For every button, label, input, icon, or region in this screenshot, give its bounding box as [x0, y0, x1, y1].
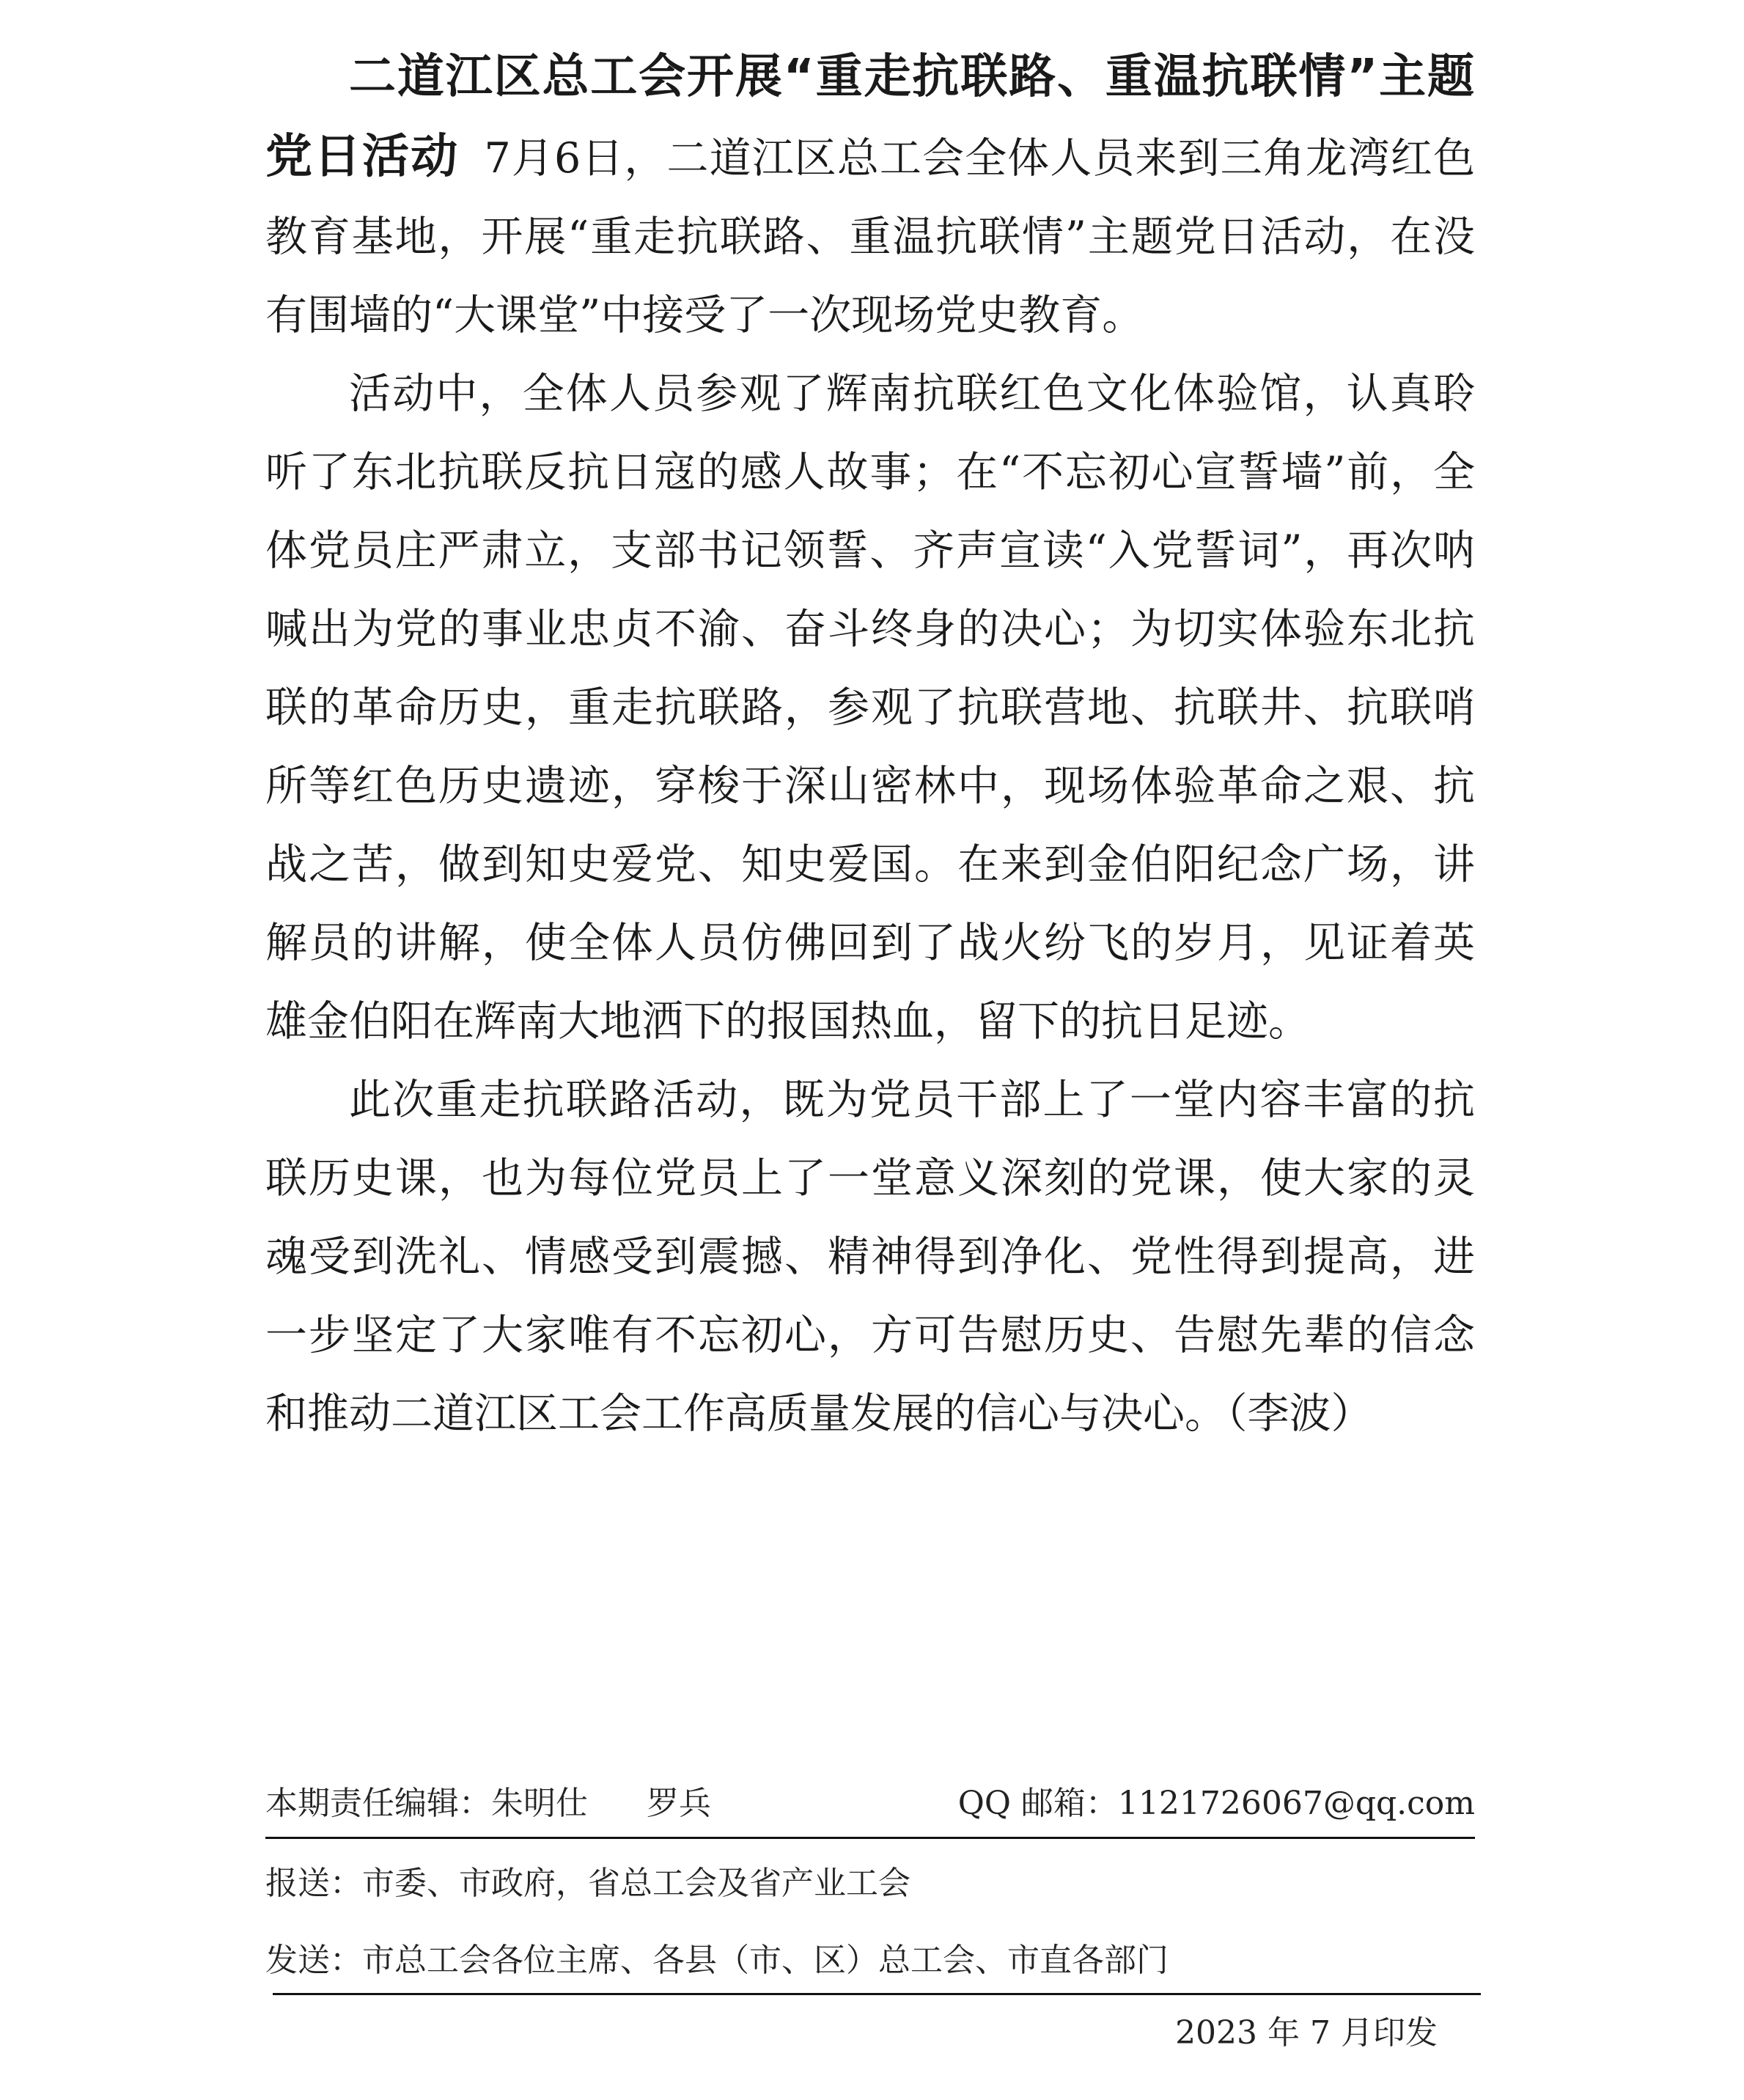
editors-group	[265, 1777, 711, 1824]
article-headline: 二道江区总工会开展“重走抗联路、重温抗联情”主题党日活动	[265, 50, 1475, 184]
editors-label: 本期责任编辑：朱明仕	[265, 1785, 588, 1822]
email-contact: QQ 邮箱：1121726067@qq.com	[957, 1785, 1475, 1822]
footer-divider	[265, 1837, 1475, 1839]
article-body	[265, 38, 1475, 1453]
editors-row	[265, 1778, 1475, 1822]
article-first-paragraph	[265, 38, 1475, 355]
article-lead-text: 7月6日，二道江区总工会全体人员来到三角龙湾红色教育基地，开展“重走抗联路、重温抗联情”主题党日活动，在没有围墙的“大课堂”中接受了一次现场党史教育。	[265, 134, 1476, 339]
editor-name: 罗兵	[647, 1785, 711, 1822]
footer-divider	[273, 1993, 1481, 1995]
sent-to-line: 报送：市委、市政府，省总工会及省产业工会	[265, 1865, 910, 1902]
article-paragraph: 活动中，全体人员参观了辉南抗联红色文化体验馆，认真聆听了东北抗联反抗日寇的感人故事；在“不忘初心宣誓墙”前，全体党员庄严肃立，支部书记领誓、齐声宣读“入党誓词”，再次呐喊出为党的事业忠贞不渝、奋斗终身的决心；为切实体验东北抗联的革命历史，重走抗联路，参观了抗联营地、抗联井、抗联哨所等红色历史遗迹，穿梭于深山密林中，现场体验革命之艰、抗战之苦，做到知史爱党、知史爱国。在来到金伯阳纪念广场，讲解员的讲解，使全体人员仿佛回到了战火纷飞的岁月，见证着英雄金伯阳在辉南大地洒下的报国热血，留下的抗日足迹。	[265, 370, 1475, 1046]
issue-date: 2023 年 7 月印发	[1175, 2014, 1438, 2052]
cc-to-line: 发送：市总工会各位主席、各县（市、区）总工会、市直各部门	[265, 1942, 1169, 1979]
article-paragraph: 此次重走抗联路活动，既为党员干部上了一堂内容丰富的抗联历史课，也为每位党员上了一堂意义深刻的党课，使大家的灵魂受到洗礼、情感受到震撼、精神得到净化、党性得到提高，进一步坚定了大家唯有不忘初心，方可告慰历史、告慰先辈的信念和推动二道江区工会工作高质量发展的信心与决心。（李波）	[265, 1076, 1475, 1438]
